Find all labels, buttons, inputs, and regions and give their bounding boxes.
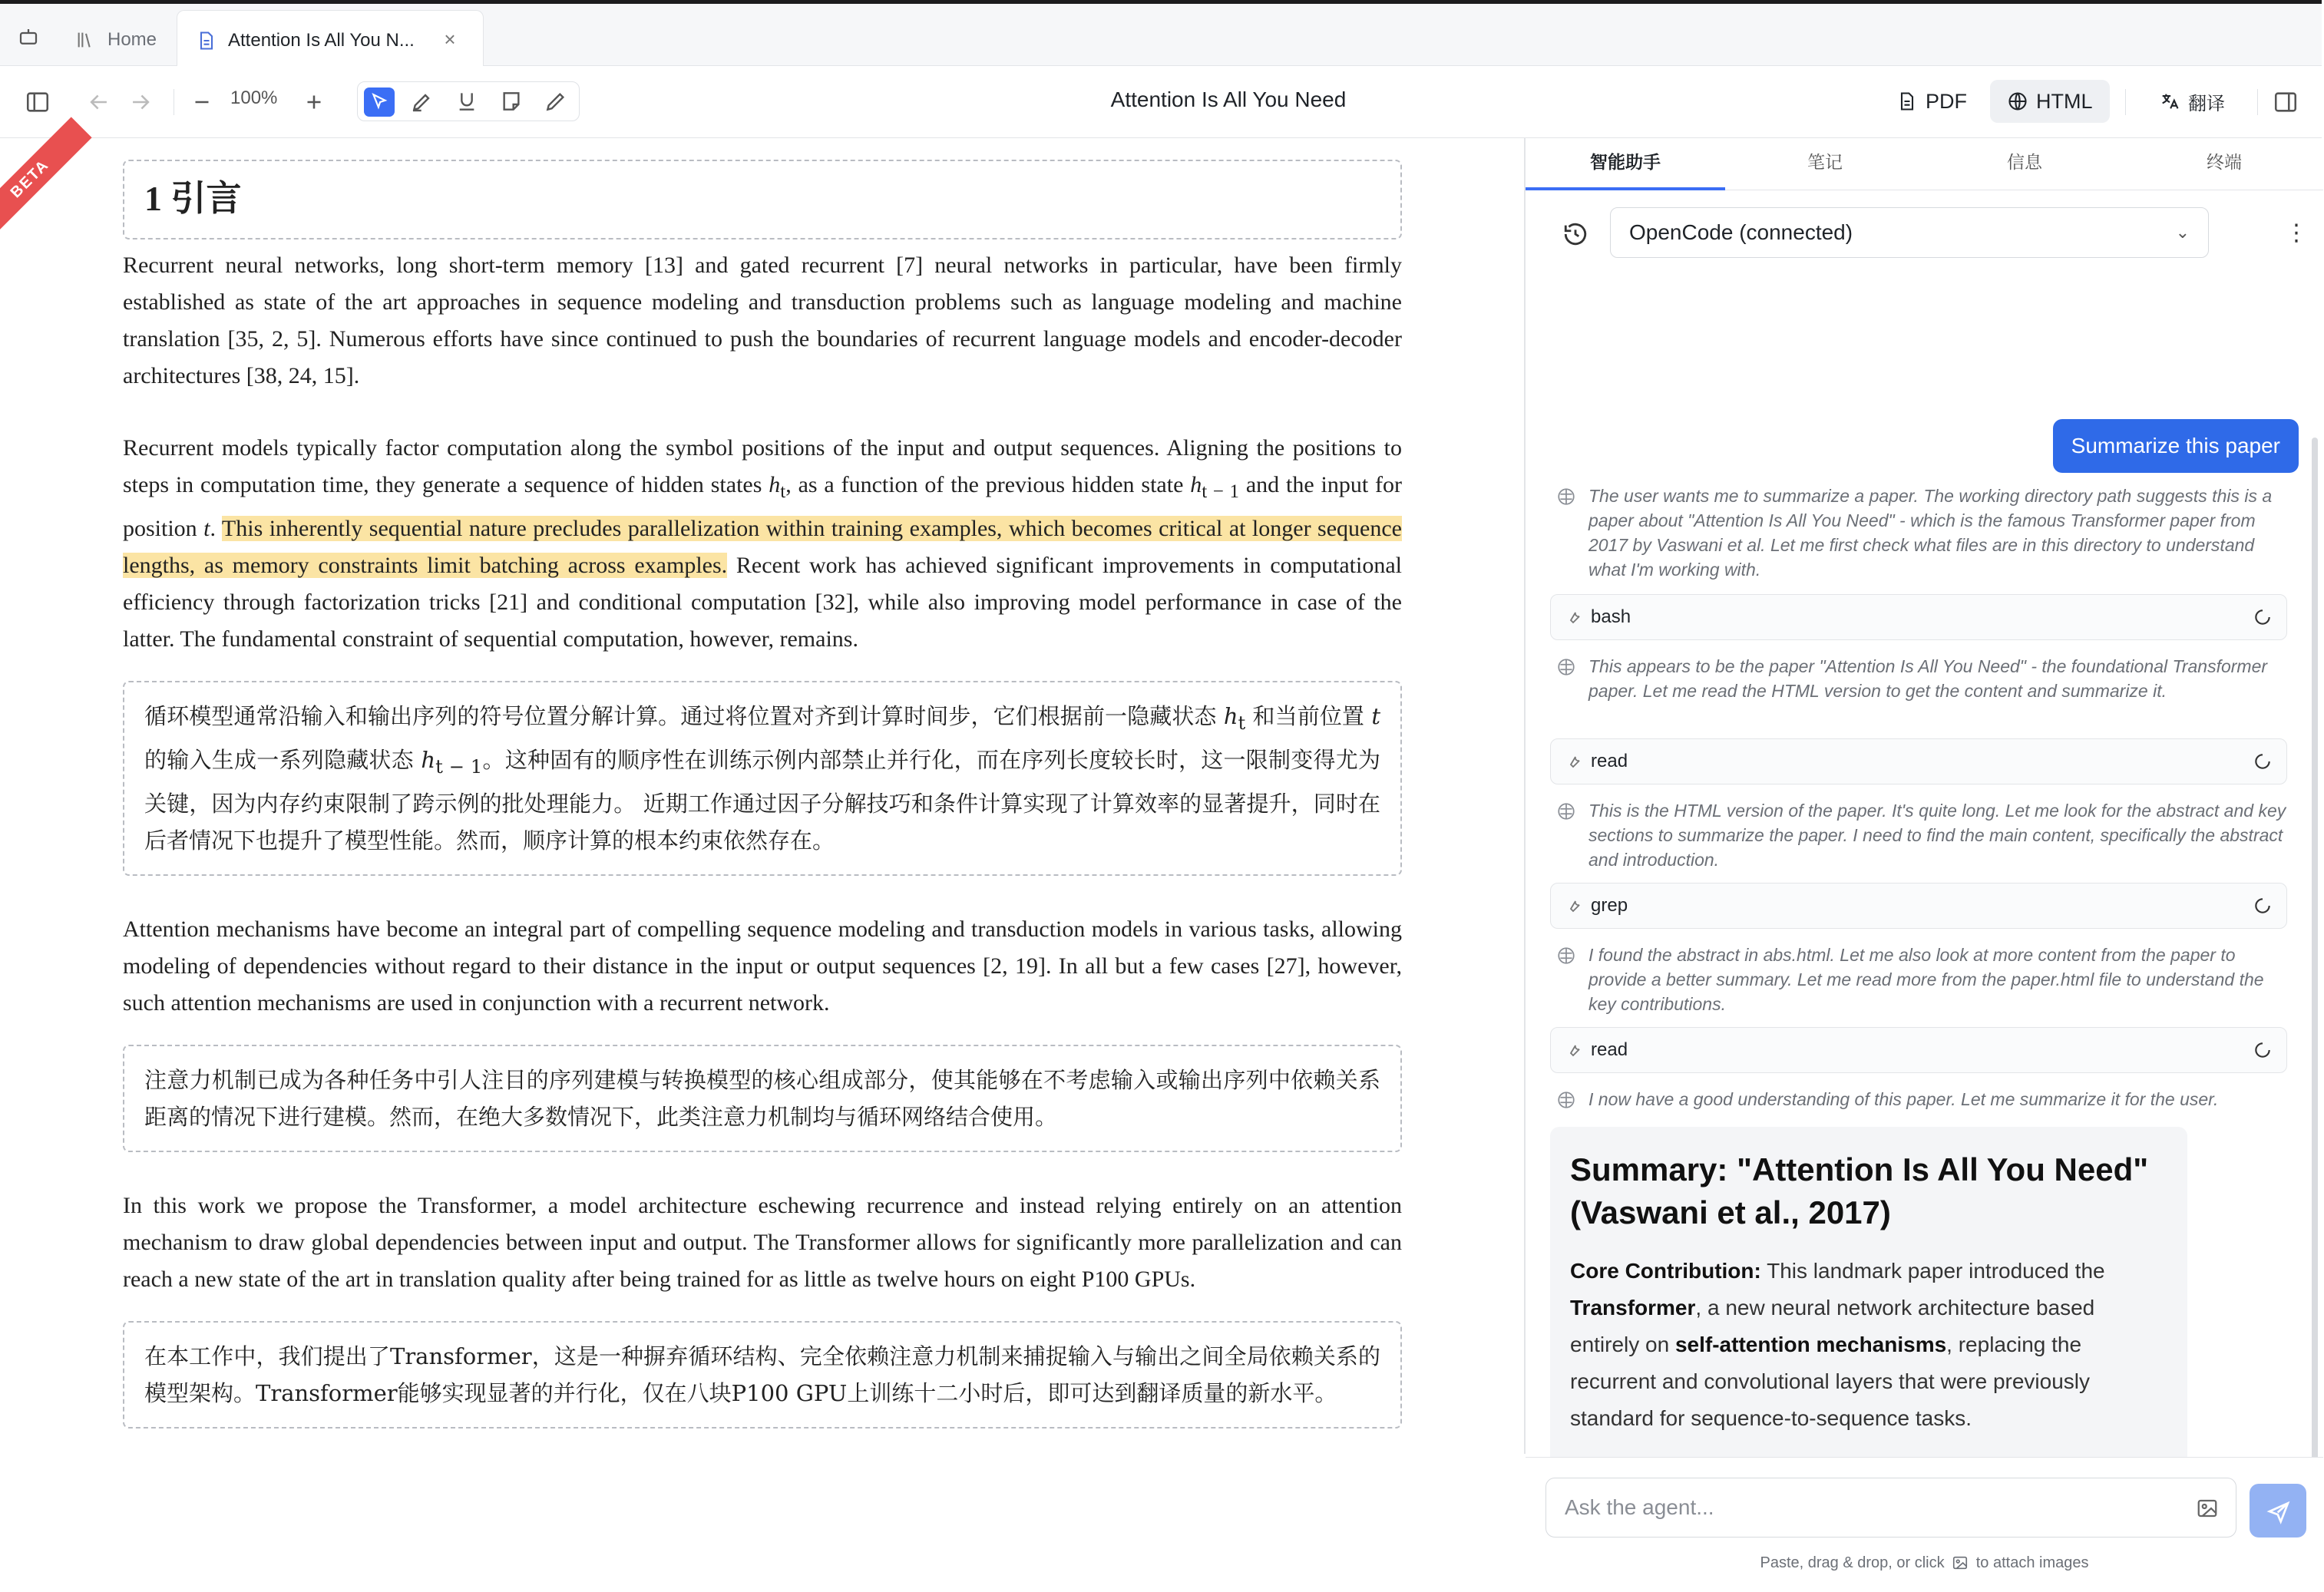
divider: [2257, 89, 2258, 115]
thought-text: This is the HTML version of the paper. It's quite long. Let me look for the abstract and key sections to summarize the paper. I need to find the main content, specifically the abstract and introduction.: [1588, 801, 2286, 870]
spinner-icon: [2253, 1040, 2273, 1060]
translation-block: [123, 681, 1402, 876]
right-panel-toggle-icon[interactable]: [2273, 89, 2299, 115]
zoom-level: 100%: [230, 88, 278, 108]
highlighter-icon[interactable]: [410, 89, 435, 114]
thought-text: I now have a good understanding of this paper. Let me summarize it for the user.: [1588, 1089, 2219, 1109]
toolbar: [0, 66, 2322, 138]
ask-agent-input[interactable]: [1545, 1478, 2236, 1538]
agent-row: [1526, 207, 2323, 261]
assistant-thought: [1556, 943, 2293, 1016]
summary-paragraph: [1570, 1253, 2167, 1437]
history-icon[interactable]: [1562, 221, 1588, 247]
section-heading: 1 引言: [123, 160, 1402, 239]
annotation-tools: [357, 81, 580, 121]
tool-call[interactable]: [1550, 883, 2287, 929]
t2-text-a: 循环模型通常沿输入和输出序列的符号位置分解计算。通过将位置对齐到计算时间步，它们根据前一隐藏状态: [144, 703, 1224, 729]
wrench-icon: [1565, 897, 1583, 915]
brain-icon: [1556, 946, 1576, 966]
assistant-thought: [1556, 798, 2293, 872]
agent-select-value: OpenCode (connected): [1629, 220, 1853, 244]
pdf-view-button[interactable]: [1879, 80, 1984, 123]
paragraph-3: Attention mechanisms have become an integral part of compelling sequence modeling and transduction models in various tasks, allowing modeling of dependencies without regard to their distance in the input or output sequences [2, 19]. In all but a few cases [27], however, such attention mechanisms are used in conjunction with a recurrent network.: [123, 916, 1402, 1016]
p2-text-start: Recurrent models typically factor computation along the symbol positions of the input and output sequences. Aligning the positions to steps in computation time, they generate a sequence of hidden states: [123, 435, 1402, 497]
underline-icon[interactable]: [455, 89, 479, 114]
send-button[interactable]: [2250, 1484, 2306, 1538]
tool-name: read: [1591, 1039, 1628, 1060]
summary-label: Core Contribution:: [1570, 1259, 1761, 1283]
p2-text-mid: , as a function of the previous hidden state: [785, 472, 1191, 497]
select-tool[interactable]: [364, 88, 395, 117]
thought-text: This appears to be the paper "Attention Is All You Need" - the foundational Transformer paper. Let me read the HTML version to get the content and summarize it.: [1588, 656, 2268, 701]
wrench-icon: [1565, 752, 1583, 771]
tool-call[interactable]: [1550, 594, 2287, 640]
pdf-icon: [1896, 91, 1918, 112]
assistant-thought: [1556, 1087, 2293, 1111]
tab-home-label: Home: [107, 29, 157, 50]
math-h: h: [1190, 472, 1202, 497]
math-h: h: [421, 746, 436, 773]
chat-composer: [1526, 1457, 2323, 1592]
zoom-in-icon[interactable]: [301, 89, 327, 115]
html-view-button[interactable]: [1990, 80, 2110, 123]
cursor-icon: [369, 92, 389, 112]
translation-block: 注意力机制已成为各种任务中引人注目的序列建模与转换模型的核心组成部分，使其能够在不考虑输入或输出序列中依赖关系距离的情况下进行建模。然而，在绝大多数情况下，此类注意力机制均与循环网络结合使用。: [123, 1045, 1402, 1152]
hint-text: to attach images: [1975, 1554, 2089, 1571]
wrench-icon: [1565, 608, 1583, 626]
tool-call[interactable]: [1550, 738, 2287, 784]
tab-notes[interactable]: 笔记: [1807, 153, 1843, 173]
image-icon: [1952, 1554, 1969, 1571]
image-attach-icon[interactable]: [2196, 1497, 2219, 1520]
summary-text: , a new neural network architecture based entirely on: [1570, 1296, 2095, 1356]
highlighted-text[interactable]: This inherently sequential nature precludes parallelization within training examples, which becomes critical at longer sequence lengths, as memory constraints limit batching across examples.: [123, 516, 1402, 578]
thought-text: The user wants me to summarize a paper. The working directory path suggests this is a paper about "Attention Is All You Need" - which is the famous Transformer paper from 2017 by Vaswani et al. Let me first check what files are in this directory to understand what I'm working with.: [1588, 486, 2273, 580]
summary-card: [1550, 1127, 2187, 1480]
summary-text: , replacing the recurrent and convolutional layers that were previously standard for sequence-to-sequence tasks.: [1570, 1333, 2091, 1430]
input-placeholder: Ask the agent...: [1565, 1495, 1714, 1519]
chevron-down-icon: ⌄: [2175, 223, 2190, 242]
hint-text: Paste, drag & drop, or click: [1760, 1554, 1945, 1571]
p2-text-mid2: and the input for position: [123, 472, 1402, 541]
tab-info[interactable]: 信息: [2007, 153, 2042, 173]
chat-scrollbar[interactable]: [2312, 438, 2318, 1481]
tool-name: bash: [1591, 606, 1631, 627]
more-options-icon[interactable]: ⋮: [2285, 220, 2308, 246]
math-t: t: [1371, 703, 1380, 729]
assistant-thought: [1556, 484, 2293, 582]
pdf-label: PDF: [1926, 89, 1967, 113]
spinner-icon: [2253, 607, 2273, 627]
assistant-panel: [1524, 138, 2322, 1571]
spinner-icon: [2253, 896, 2273, 916]
t2-text-d: 。这种固有的顺序性在训练示例内部禁止并行化，而在序列长度较长时，这一限制变得尤为关键，因为内存约束限制了跨示例的批处理能力。 近期工作通过因子分解技巧和条件计算实现了计算效率的显著提升，同时在后者情况下也提升了模型性能。然而，顺序计算的根本约束依然存在。: [144, 746, 1380, 854]
wrench-icon: [1565, 1041, 1583, 1059]
tab-document-label: Attention Is All You N...: [228, 30, 415, 51]
translate-icon: [2159, 91, 2180, 112]
robot-icon[interactable]: [17, 25, 40, 48]
math-sub-t-1: t − 1: [435, 755, 483, 778]
panel-tabs: [1526, 138, 2323, 190]
p2-dot: .: [210, 516, 222, 541]
user-message: Summarize this paper: [2053, 419, 2299, 473]
math-t: t: [203, 516, 210, 541]
divider: [2125, 89, 2126, 115]
translate-label: 翻译: [2188, 93, 2225, 114]
tool-call[interactable]: [1550, 1027, 2287, 1073]
tab-document[interactable]: [177, 10, 484, 71]
brain-icon: [1556, 487, 1576, 507]
tab-bar: [0, 0, 2322, 66]
translate-button[interactable]: [2142, 80, 2242, 123]
translation-block: 在本工作中，我们提出了Transformer，这是一种摒弃循环结构、完全依赖注意力机制来捕捉输入与输出之间全局依赖关系的模型架构。Transformer能够实现显著的并行化，仅在八块P100 GPU上训练十二小时后，即可达到翻译质量的新水平。: [123, 1321, 1402, 1429]
summary-bold: self-attention mechanisms: [1674, 1333, 1947, 1356]
tool-name: grep: [1591, 895, 1628, 916]
math-h: h: [1223, 703, 1238, 729]
assistant-thought: [1556, 654, 2293, 703]
paragraph-4: In this work we propose the Transformer, a model architecture eschewing recurrence and instead relying entirely on an attention mechanism to draw global dependencies between input and output. The Transformer allows for significantly more parallelization and can reach a new state of the art in translation quality after being trained for as little as twelve hours on eight P100 GPUs.: [123, 1192, 1402, 1292]
pen-icon[interactable]: [544, 89, 568, 114]
document-icon: [196, 30, 217, 51]
beta-ribbon: BETA: [0, 117, 92, 240]
sidebar-toggle-icon[interactable]: [25, 89, 51, 115]
summary-bold: Transformer: [1570, 1296, 1696, 1320]
tool-name: read: [1591, 751, 1628, 771]
paragraph-2: [123, 430, 1402, 658]
close-tab-icon[interactable]: ×: [444, 28, 456, 51]
math-sub-t: t: [780, 481, 786, 502]
math-h: h: [769, 472, 781, 497]
p2-text-end: Recent work has achieved significant improvements in computational efficiency through factorization tricks [21] and conditional computation [32], while also improving model performance in case of the latter. The fundamental constraint of sequential computation, however, remains.: [123, 553, 1402, 652]
zoom-out-icon[interactable]: [189, 89, 215, 115]
document-content: [123, 160, 1402, 1464]
document-pane: [0, 138, 1524, 1454]
chat-thread: [1526, 276, 2323, 1458]
tab-home[interactable]: [75, 10, 157, 70]
math-sub-t-1: t − 1: [1202, 481, 1239, 502]
back-icon[interactable]: [86, 89, 112, 115]
spinner-icon: [2253, 751, 2273, 771]
t2-text-c: 的输入生成一系列隐藏状态: [144, 746, 421, 773]
agent-select[interactable]: [1610, 207, 2209, 258]
summary-text: This landmark paper introduced the: [1760, 1259, 2105, 1283]
note-icon[interactable]: [499, 89, 524, 114]
tab-assistant[interactable]: 智能助手: [1526, 138, 1725, 190]
html-label: HTML: [2036, 89, 2093, 113]
paragraph-1: Recurrent neural networks, long short-term memory [13] and gated recurrent [7] neural networks in particular, have been firmly established as state of the art approaches in sequence modeling and transduction problems such as language modeling and machine translation [35, 2, 5]. Numerous efforts have since continued to push the boundaries of recurrent language models and encoder-decoder architectures [38, 24, 15].: [123, 253, 1402, 388]
brain-icon: [1556, 657, 1576, 677]
forward-icon[interactable]: [127, 89, 154, 115]
attach-hint: [1526, 1554, 2323, 1572]
globe-icon: [2007, 91, 2028, 112]
send-icon: [2266, 1499, 2291, 1524]
document-title: Attention Is All You Need: [1110, 88, 1347, 111]
tab-terminal[interactable]: 终端: [2207, 153, 2242, 173]
t2-text-b: 和当前位置: [1245, 703, 1372, 729]
library-icon: [75, 29, 97, 51]
brain-icon: [1556, 801, 1576, 821]
summary-title: Summary: "Attention Is All You Need" (Vaswani et al., 2017): [1570, 1151, 2149, 1230]
brain-icon: [1556, 1090, 1576, 1110]
thought-text: I found the abstract in abs.html. Let me also look at more content from the paper to provide a better summary. Let me read more from the paper.html file to understand the key contributions.: [1588, 945, 2264, 1014]
math-sub-t: t: [1238, 712, 1246, 734]
